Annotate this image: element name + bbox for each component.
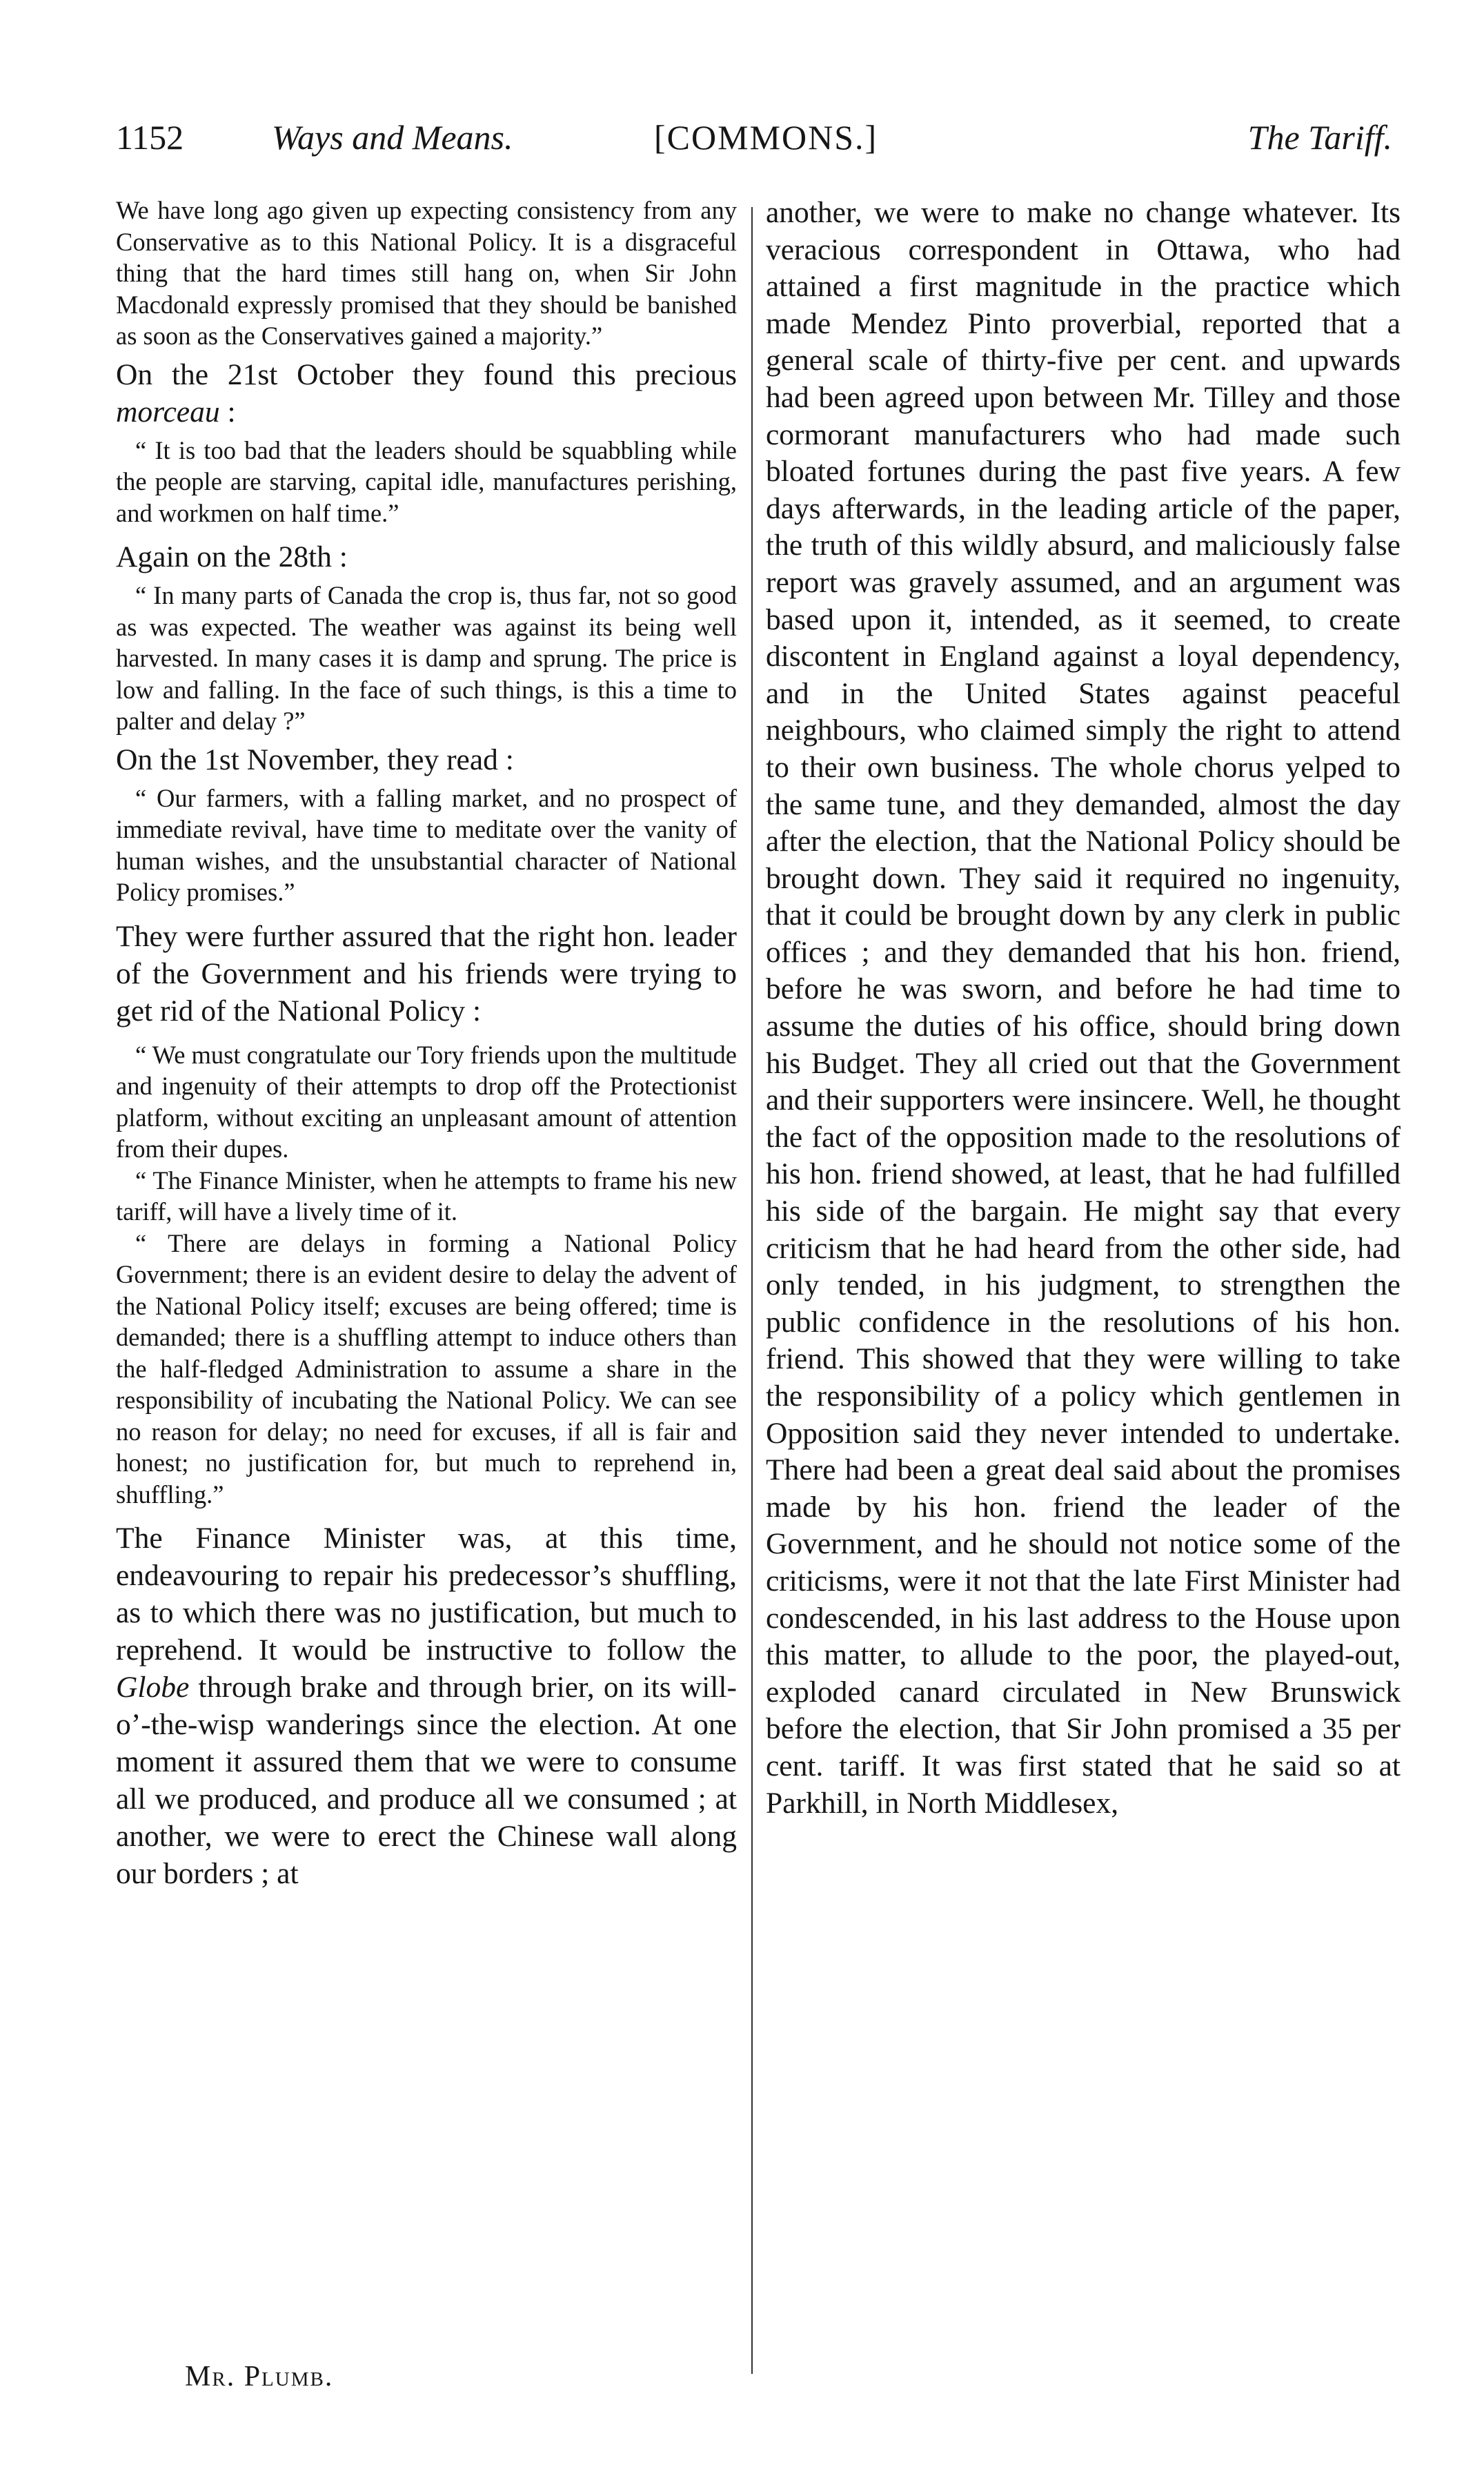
page-header — [116, 117, 1399, 173]
left-column — [116, 195, 737, 1892]
page-number: 1152 — [116, 118, 184, 157]
quote-paragraph: “ There are delays in forming a National Policy Government; there is an evident desire to delay the advent of the National Policy itself; excuses are being offered; time is demanded; there is a shuffling attempt to induce others than the half-fledged Administration to assume a share in the responsibility of incubating the National Policy. We can see no reason for delay; no need for excuses, if all is fair and honest; no justification for, but much to reprehend in, shuffling.” — [116, 1228, 737, 1509]
body-paragraph: On the 1st November, they read : — [116, 743, 514, 776]
column-divider — [751, 207, 753, 2374]
right-column — [766, 195, 1401, 1822]
body-paragraph: On the 21st October they found this precious morceau : — [116, 357, 737, 429]
quote-paragraph: “ In many parts of Canada the crop is, thus far, not so good as was expected. The weather was against its being well harvested. In many cases it is damp and sprung. The price is low and falling. In the face of such things, is this a time to palter and delay ?” — [116, 581, 737, 735]
speaker-name: Mr. Plumb. — [185, 2361, 334, 2393]
running-head-left: Ways and Means. — [272, 118, 513, 157]
running-head-right: The Tariff. — [1247, 118, 1392, 157]
body-paragraph: Again on the 28th : — [116, 540, 348, 573]
quote-paragraph: We have long ago given up expecting consistency from any Conservative as to this National Policy. It is a disgraceful thing that the hard times still hang on, when Sir John Macdonald expressly promised that they should be banished as soon as the Conservatives gained a majority.” — [116, 196, 737, 350]
quote-paragraph: “ We must congratulate our Tory friends upon the multitude and ingenuity of their attempts to drop off the Protectionist platform, without exciting an unpleasant amount of attention from their dupes. — [116, 1040, 738, 1163]
quote-paragraph: “ It is too bad that the leaders should be squabbling while the people are starving, capital idle, manufactures perishing, and workmen on half time.” — [116, 435, 737, 527]
quote-paragraph: “ The Finance Minister, when he attempts to frame his new tariff, will have a lively time of it. — [116, 1166, 737, 1226]
quote-paragraph: “ Our farmers, with a falling market, and no prospect of immediate revival, have time to meditate over the vanity of human wishes, and the unsubstantial character of National Policy promises.” — [116, 783, 737, 906]
body-paragraph: The Finance Minister was, at this time, endeavouring to repair his predecessor’s shuffling, as to which there was no justification, but much to reprehend. It would be instructive to follow the Globe through brake and through brier, on its will-o’-the-wisp wanderings since the election. At one moment it assured them that we were to consume all we produced, and produce all we consumed ; at another, we were to erect the Chinese wall along our borders ; at — [116, 1522, 737, 1890]
body-paragraph: They were further assured that the right hon. leader of the Government and his friends were trying to get rid of the National Policy : — [116, 919, 737, 1028]
running-head-center: [COMMONS.] — [654, 118, 878, 157]
body-paragraph: another, we were to make no change whatever. Its veracious correspondent in Ottawa, who had attained a first magnitude in the practice which made Mendez Pinto proverbial, reported that a general scale of thirty-five per cent. and upwards had been agreed upon between Mr. Tilley and those cormorant manufacturers who had made such bloated fortunes during the past five years. A few days afterwards, in the leading article of the paper, the truth of this wildly absurd, and maliciously false report was gravely assumed, and an argument was based upon it, intended, as it seemed, to create discontent in England against a loyal dependency, and in the United States against peaceful neighbours, who claimed simply the right to attend to their own business. The whole chorus yelped to the same tune, and they demanded, almost the day after the election, that the National Policy should be brought down. They said it required no ingenuity, that it could be brought down by any clerk in public offices ; and they demanded that his hon. friend, before he was sworn, and before he had time to assume the duties of his office, should bring down his Budget. They all cried out that the Government and their supporters were insincere. Well, he thought the fact of the opposition made to the resolutions of his hon. friend showed, at least, that he had fulfilled his side of the bargain. He might say that every criticism that he had heard from the other side, had only tended, in his judgment, to strengthen the public confidence in the resolutions of his hon. friend. This showed that they were willing to take the responsibility of a policy which gentlemen in Opposition said they never intended to undertake. There had been a great deal said about the promises made by his hon. friend the leader of the Government, and he should not notice some of the criticisms, were it not that the late First Minister had condescended, in his last address to the House upon this matter, to allude to the poor, the played-out, exploded canard circulated in New Brunswick before the election, that Sir John promised a 35 per cent. tariff. It was first stated that he said so at Parkhill, in North Middlesex, — [766, 196, 1401, 1820]
